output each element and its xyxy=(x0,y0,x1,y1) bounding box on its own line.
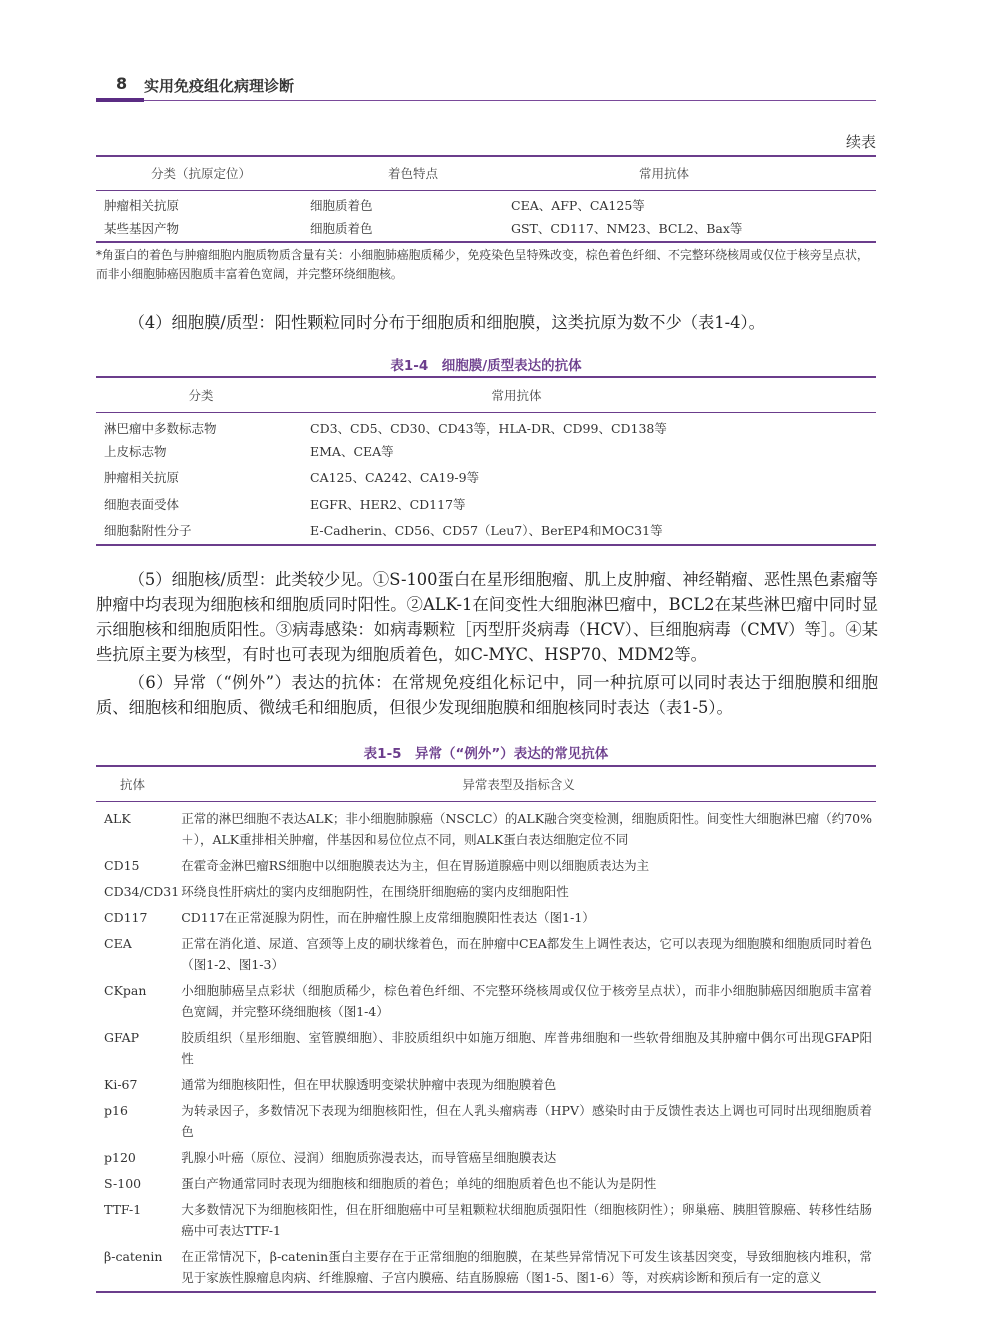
column-header: 常用抗体 xyxy=(306,377,876,412)
table-cell: CKpan xyxy=(104,982,147,998)
table-cell: 在正常情况下，β-catenin蛋白主要存在于正常细胞的细胞膜，在某些异常情况下可发生该基因突变，导致细胞核内堆积，常见于家族性腺瘤息肉病、纤维腺瘤、子宫内膜癌、结直肠腺癌（图1-5、图1-6）等，对疾病诊断和预后有一定的意义 xyxy=(181,1248,872,1285)
table-cell: 细胞黏附性分子 xyxy=(104,523,192,538)
paragraph-text: （6）异常（“例外”）表达的抗体：在常规免疫组化标记中，同一种抗原可以同时表达于细胞膜和细胞质、细胞核和细胞质、微绒毛和细胞质，但很少发现细胞膜和细胞核同时表达（表1-5）。 xyxy=(96,673,878,717)
table-header-row xyxy=(96,156,876,190)
book-title: 实用免疫组化病理诊断 xyxy=(144,77,295,95)
table-1-4 xyxy=(96,376,876,546)
table-cell: E-Cadherin、CD56、CD57（Leu7）、BerEP4和MOC31等 xyxy=(310,523,663,538)
table-cell: 淋巴瘤中多数标志物 xyxy=(104,420,217,436)
paragraph-text: （5）细胞核/质型：此类较少见。①S-100蛋白在星形细胞瘤、肌上皮肿瘤、神经鞘瘤、恶性黑色素瘤等肿瘤中均表现为细胞核和细胞质同时阳性。②ALK-1在间变性大细胞淋巴瘤中，BCL2在某些淋巴瘤中同时显示细胞核和细胞质阳性。③病毒感染：如病毒颗粒［丙型肝炎病毒（HCV）、巨细胞病毒（CMV）等］。④某些抗原主要为核型，有时也可表现为细胞质着色，如C-MYC、HSP70、MDM2等。 xyxy=(96,570,878,664)
table-cell: CEA、AFP、CA125等 xyxy=(511,197,645,213)
paragraph-6 xyxy=(96,670,878,720)
table-cell: 肿瘤相关抗原 xyxy=(104,197,180,213)
table-cell: TTF-1 xyxy=(104,1201,142,1217)
table-row xyxy=(96,931,876,978)
table-cell: p120 xyxy=(104,1149,136,1165)
column-header: 分类 xyxy=(96,377,306,412)
table-row xyxy=(96,492,876,519)
table-cell: Ki-67 xyxy=(104,1076,138,1092)
table-cell: CD15 xyxy=(104,857,140,873)
header-accent-bar xyxy=(96,98,144,102)
paragraph-text: （4）细胞膜/质型：阳性颗粒同时分布于细胞质和细胞膜，这类抗原为数不少（表1-4）。 xyxy=(128,313,765,332)
table-cell: 大多数情况下为细胞核阳性，但在肝细胞癌中可呈粗颗粒状细胞质强阳性（细胞核阴性）；卵巢癌、胰胆管腺癌、转移性结肠癌中可表达TTF-1 xyxy=(181,1201,872,1238)
table-row xyxy=(96,1244,876,1292)
table-cell: 环绕良性肝病灶的窦内皮细胞阴性，在围绕肝细胞癌的窦内皮细胞阳性 xyxy=(181,883,569,899)
table-row xyxy=(96,905,876,931)
page-number: 8 xyxy=(116,74,128,93)
table-cell: 乳腺小叶癌（原位、浸润）细胞质弥漫表达，而导管癌呈细胞膜表达 xyxy=(181,1149,557,1165)
table-cell: 细胞表面受体 xyxy=(104,496,180,512)
paragraph-4 xyxy=(96,310,878,335)
table-row xyxy=(96,216,876,242)
table-row xyxy=(96,1171,876,1197)
table-cell: CD3、CD5、CD30、CD43等，HLA-DR、CD99、CD138等 xyxy=(310,420,667,436)
table-cell: GST、CD117、NM23、BCL2、Bax等 xyxy=(511,221,743,236)
table-cell: CEA xyxy=(104,935,132,951)
table-footnote: *角蛋白的着色与肿瘤细胞内胞质物质含量有关：小细胞肺癌胞质稀少，免疫染色呈特殊改变，棕色着色纤细、不完整环绕核周或仅位于核旁呈点状，而非小细胞肺癌因胞质丰富着色宽阔，并完整环绕细胞核。 xyxy=(96,248,869,281)
column-header: 分类（抗原定位） xyxy=(96,156,306,190)
paragraph-5 xyxy=(96,567,878,667)
table-cell: 为转录因子，多数情况下表现为细胞核阳性，但在人乳头瘤病毒（HPV）感染时由于反馈性表达上调也可同时出现细胞质着色 xyxy=(181,1102,872,1139)
table-row xyxy=(96,1072,876,1098)
table-row xyxy=(96,1025,876,1072)
continued-label: 续表 xyxy=(845,133,876,151)
table-row xyxy=(96,465,876,492)
page-header xyxy=(96,74,876,104)
table-cell: 在霍奇金淋巴瘤RS细胞中以细胞膜表达为主，但在胃肠道腺癌中则以细胞质表达为主 xyxy=(181,857,650,873)
table-cell: 胶质组织（星形细胞、室管膜细胞）、非胶质组织中如施万细胞、库普弗细胞和一些软骨细胞及其肿瘤中偶尔可出现GFAP阳性 xyxy=(181,1029,872,1066)
table-cell: β-catenin xyxy=(104,1248,163,1264)
table-cell: 小细胞肺癌呈点彩状（细胞质稀少，棕色着色纤细、不完整环绕核周或仅位于核旁呈点状），而非小细胞肺癌因细胞质丰富着色宽阔，并完整环绕细胞核（图1-4） xyxy=(181,982,872,1019)
table-row xyxy=(96,439,876,466)
table-header-row xyxy=(96,377,876,412)
table-cell: ALK xyxy=(104,810,131,826)
table-cell: EGFR、HER2、CD117等 xyxy=(310,496,466,512)
table-cell: 肿瘤相关抗原 xyxy=(104,470,180,485)
table-cell: CD117在正常涎腺为阴性，而在肿瘤性腺上皮常细胞膜阳性表达（图1-1） xyxy=(181,909,595,925)
table-row xyxy=(96,978,876,1025)
table-row xyxy=(96,1145,876,1171)
table-cell: 细胞质着色 xyxy=(310,197,373,213)
table-row xyxy=(96,801,876,853)
column-header: 异常表型及指标含义 xyxy=(180,766,876,801)
continued-table xyxy=(96,155,876,243)
table-cell: 正常在消化道、尿道、宫颈等上皮的刷状缘着色，而在肿瘤中CEA都发生上调性表达，它可以表现为细胞膜和细胞质同时着色（图1-2、图1-3） xyxy=(181,935,872,972)
table-cell: 细胞质着色 xyxy=(310,221,373,236)
table-cell: 通常为细胞核阳性，但在甲状腺透明变梁状肿瘤中表现为细胞膜着色 xyxy=(181,1076,557,1092)
table-1-4-caption: 表1-4 细胞膜/质型表达的抗体 xyxy=(390,358,582,374)
table-row xyxy=(96,1098,876,1145)
column-header: 着色特点 xyxy=(306,156,511,190)
table-cell: 正常的淋巴细胞不表达ALK；非小细胞肺腺癌（NSCLC）的ALK融合突变检测，细胞质阳性。间变性大细胞淋巴瘤（约70%＋），ALK重排相关肿瘤，伴基因和易位位点不同，则ALK蛋白表达细胞定位不同 xyxy=(181,810,872,847)
table-cell: 上皮标志物 xyxy=(104,443,167,459)
table-cell: 某些基因产物 xyxy=(104,221,180,236)
table-cell: 蛋白产物通常同时表现为细胞核和细胞质的着色；单纯的细胞质着色也不能认为是阴性 xyxy=(181,1175,657,1191)
table-cell: CD117 xyxy=(104,909,148,925)
header-rule xyxy=(96,100,876,101)
table-row xyxy=(96,853,876,879)
column-header: 常用抗体 xyxy=(511,156,876,190)
table-row xyxy=(96,879,876,905)
table-cell: CD34/CD31 xyxy=(104,883,180,899)
table-1-5 xyxy=(96,765,876,1293)
table-cell: CA125、CA242、CA19-9等 xyxy=(310,470,480,485)
table-cell: EMA、CEA等 xyxy=(310,443,394,459)
column-header: 抗体 xyxy=(96,766,180,801)
table-row xyxy=(96,412,876,439)
table-row xyxy=(96,518,876,545)
table-cell: p16 xyxy=(104,1102,128,1118)
table-cell: GFAP xyxy=(104,1029,140,1045)
table-1-5-caption: 表1-5 异常（“例外”）表达的常见抗体 xyxy=(363,746,609,762)
table-row xyxy=(96,1197,876,1244)
table-cell: S-100 xyxy=(104,1175,142,1191)
table-row xyxy=(96,190,876,216)
table-header-row xyxy=(96,766,876,801)
